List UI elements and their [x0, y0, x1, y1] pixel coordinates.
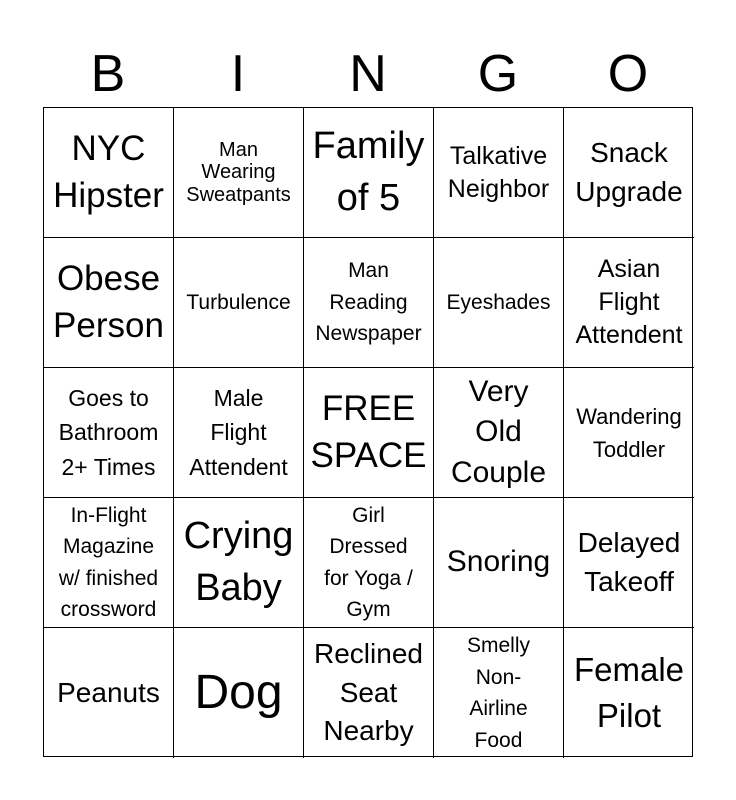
header-letter-o: O [607, 45, 649, 103]
bingo-cell[interactable]: Turbulence [174, 238, 304, 368]
bingo-cell[interactable]: Eyeshades [434, 238, 564, 368]
bingo-grid [43, 107, 693, 757]
bingo-cell[interactable]: Man Wearing Sweatpants [174, 108, 304, 238]
bingo-cell[interactable]: Dog [174, 628, 304, 758]
bingo-cell[interactable]: Girl Dressed for Yoga / Gym [304, 498, 434, 628]
bingo-cell[interactable]: Wandering Toddler [564, 368, 694, 498]
bingo-cell[interactable]: Family of 5 [304, 108, 434, 238]
bingo-cell[interactable]: Obese Person [44, 238, 174, 368]
bingo-cell[interactable]: Peanuts [44, 628, 174, 758]
bingo-cell[interactable]: Man Reading Newspaper [304, 238, 434, 368]
bingo-cell[interactable]: NYC Hipster [44, 108, 174, 238]
bingo-cell[interactable]: Very Old Couple [434, 368, 564, 498]
bingo-cell[interactable]: Snoring [434, 498, 564, 628]
header-letter-i: I [230, 45, 246, 103]
header-letter-g: G [477, 45, 519, 103]
bingo-cell[interactable]: Asian Flight Attendent [564, 238, 694, 368]
bingo-cell[interactable]: Delayed Takeoff [564, 498, 694, 628]
bingo-cell[interactable]: Goes to Bathroom 2+ Times [44, 368, 174, 498]
bingo-cell[interactable]: Snack Upgrade [564, 108, 694, 238]
bingo-cell[interactable]: Female Pilot [573, 651, 685, 734]
bingo-header [43, 44, 693, 104]
bingo-cell[interactable]: FREE SPACE [304, 368, 434, 498]
bingo-cell[interactable]: Talkative Neighbor [434, 108, 564, 238]
header-letter-n: N [349, 45, 387, 103]
bingo-cell[interactable]: Male Flight Attendent [174, 368, 304, 498]
bingo-cell[interactable]: Crying Baby [174, 498, 304, 628]
header-letter-b: B [90, 45, 126, 103]
bingo-cell[interactable]: Smelly Non- Airline Food [434, 628, 564, 758]
bingo-cell[interactable]: Reclined Seat Nearby [304, 628, 434, 758]
bingo-cell[interactable]: In-Flight Magazine w/ finished crossword [44, 498, 174, 628]
